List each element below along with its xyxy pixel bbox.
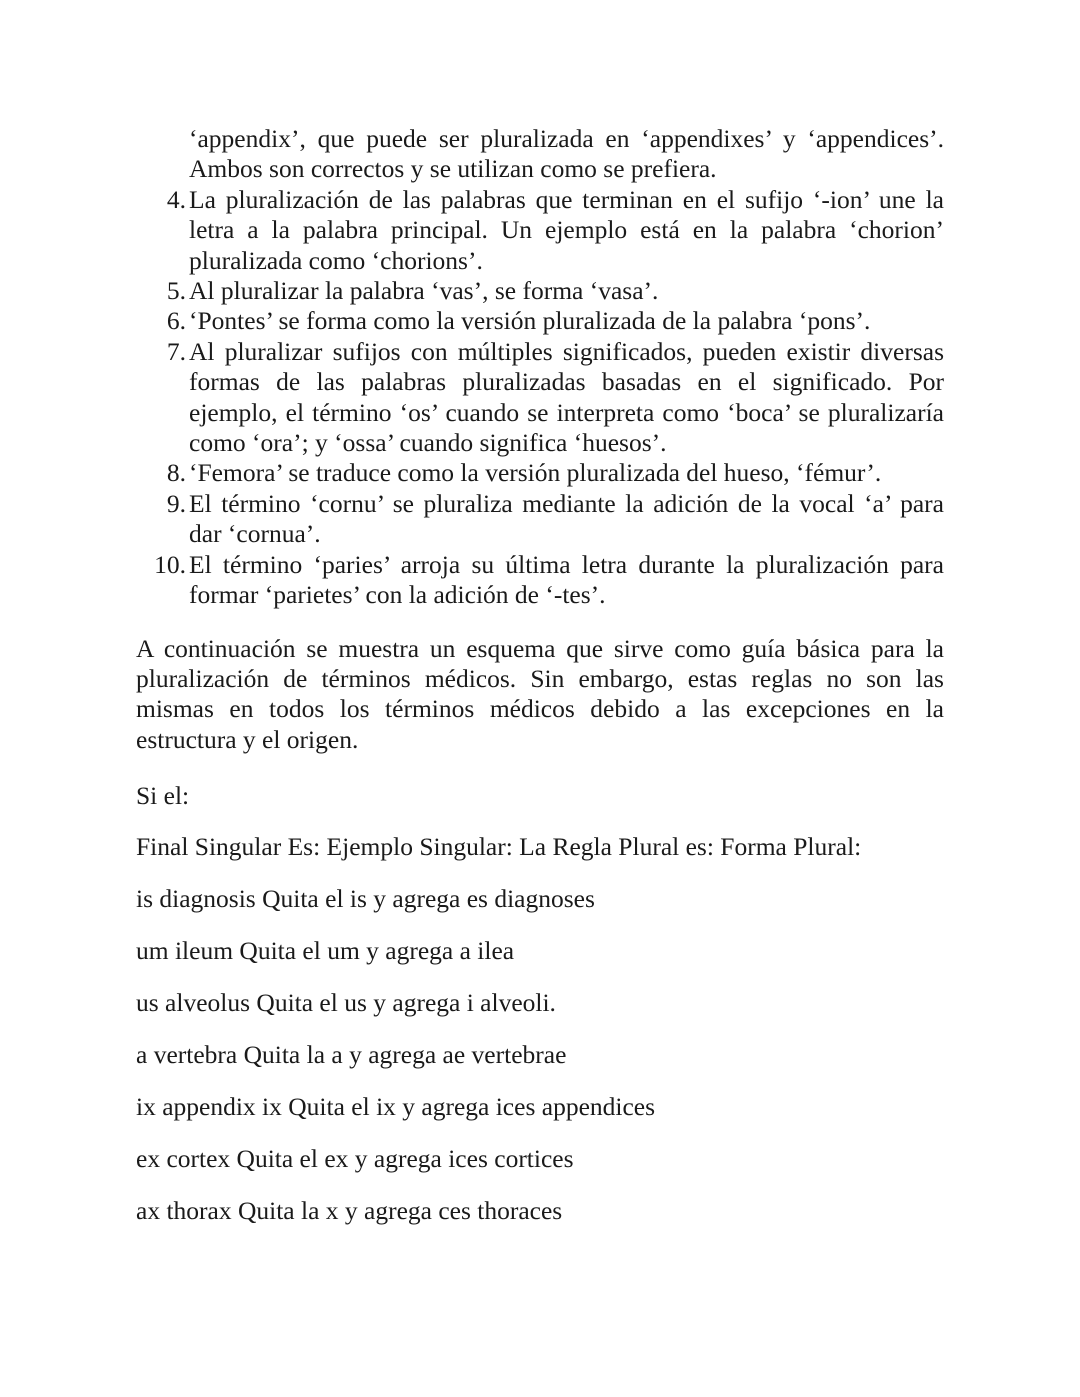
pluralization-rules-list	[136, 185, 944, 611]
intro-paragraph: A continuación se muestra un esquema que sirve como guía básica para la pluralización de términos médicos. Sin embargo, estas reglas no son las mismas en todos los términos médicos debido a las excepciones en la estructura y el origen.	[136, 633, 944, 754]
list-number: 10.	[154, 549, 186, 579]
document-page	[136, 124, 944, 1248]
list-number: 7.	[166, 336, 186, 366]
list-text: El término ‘paries’ arroja su última letra durante la pluralización para formar ‘parietes’ con la adición de ‘-tes’.	[189, 549, 944, 610]
list-text: Al pluralizar sufijos con múltiples significados, pueden existir diversas formas de las palabras pluralizadas basadas en el significado. Por ejemplo, el término ‘os’ cuando se interpreta como ‘boca’ se pluralizaría como ‘ora’; y ‘ossa’ cuando significa ‘huesos’.	[189, 336, 944, 458]
si-el-label: Si el:	[136, 780, 190, 810]
table-row: us alveolus Quita el us y agrega i alveoli.	[136, 988, 556, 1018]
table-row: ex cortex Quita el ex y agrega ices cortices	[136, 1144, 574, 1174]
table-row: um ileum Quita el um y agrega a ilea	[136, 936, 515, 966]
list-text: El término ‘cornu’ se pluraliza mediante la adición de la vocal ‘a’ para dar ‘cornua’.	[189, 488, 944, 549]
list-number: 6.	[166, 306, 186, 336]
list-item	[136, 185, 944, 276]
list-number: 8.	[166, 458, 186, 488]
table-row: ix appendix ix Quita el ix y agrega ices appendices	[136, 1092, 656, 1122]
list-number: 9.	[166, 488, 186, 518]
list-text: ‘Pontes’ se forma como la versión pluralizada de la palabra ‘pons’.	[189, 306, 871, 336]
list-item-continuation: ‘appendix’, que puede ser pluralizada en ‘appendixes’ y ‘appendices’. Ambos son correctos y se utilizan como se prefiera.	[189, 124, 944, 184]
list-text: ‘Femora’ se traduce como la versión pluralizada del hueso, ‘fémur’.	[189, 458, 882, 488]
table-row: ax thorax Quita la x y agrega ces thoraces	[136, 1196, 563, 1226]
pluralization-table	[136, 832, 944, 1248]
list-text: Al pluralizar la palabra ‘vas’, se forma ‘vasa’.	[189, 276, 659, 306]
table-header: Final Singular Es: Ejemplo Singular: La Regla Plural es: Forma Plural:	[136, 832, 862, 862]
list-item	[136, 489, 944, 550]
list-number: 5.	[166, 276, 186, 306]
list-number: 4.	[166, 184, 186, 214]
table-row: a vertebra Quita la a y agrega ae vertebrae	[136, 1040, 567, 1070]
table-row: is diagnosis Quita el is y agrega es diagnoses	[136, 884, 595, 914]
list-text: La pluralización de las palabras que terminan en el sufijo ‘-ion’ une la letra a la palabra principal. Un ejemplo está en la palabra ‘chorion’ pluralizada como ‘chorions’.	[189, 184, 944, 275]
list-item	[136, 276, 944, 306]
list-item	[136, 550, 944, 611]
list-item	[136, 306, 944, 336]
list-item	[136, 458, 944, 488]
list-item	[136, 337, 944, 459]
